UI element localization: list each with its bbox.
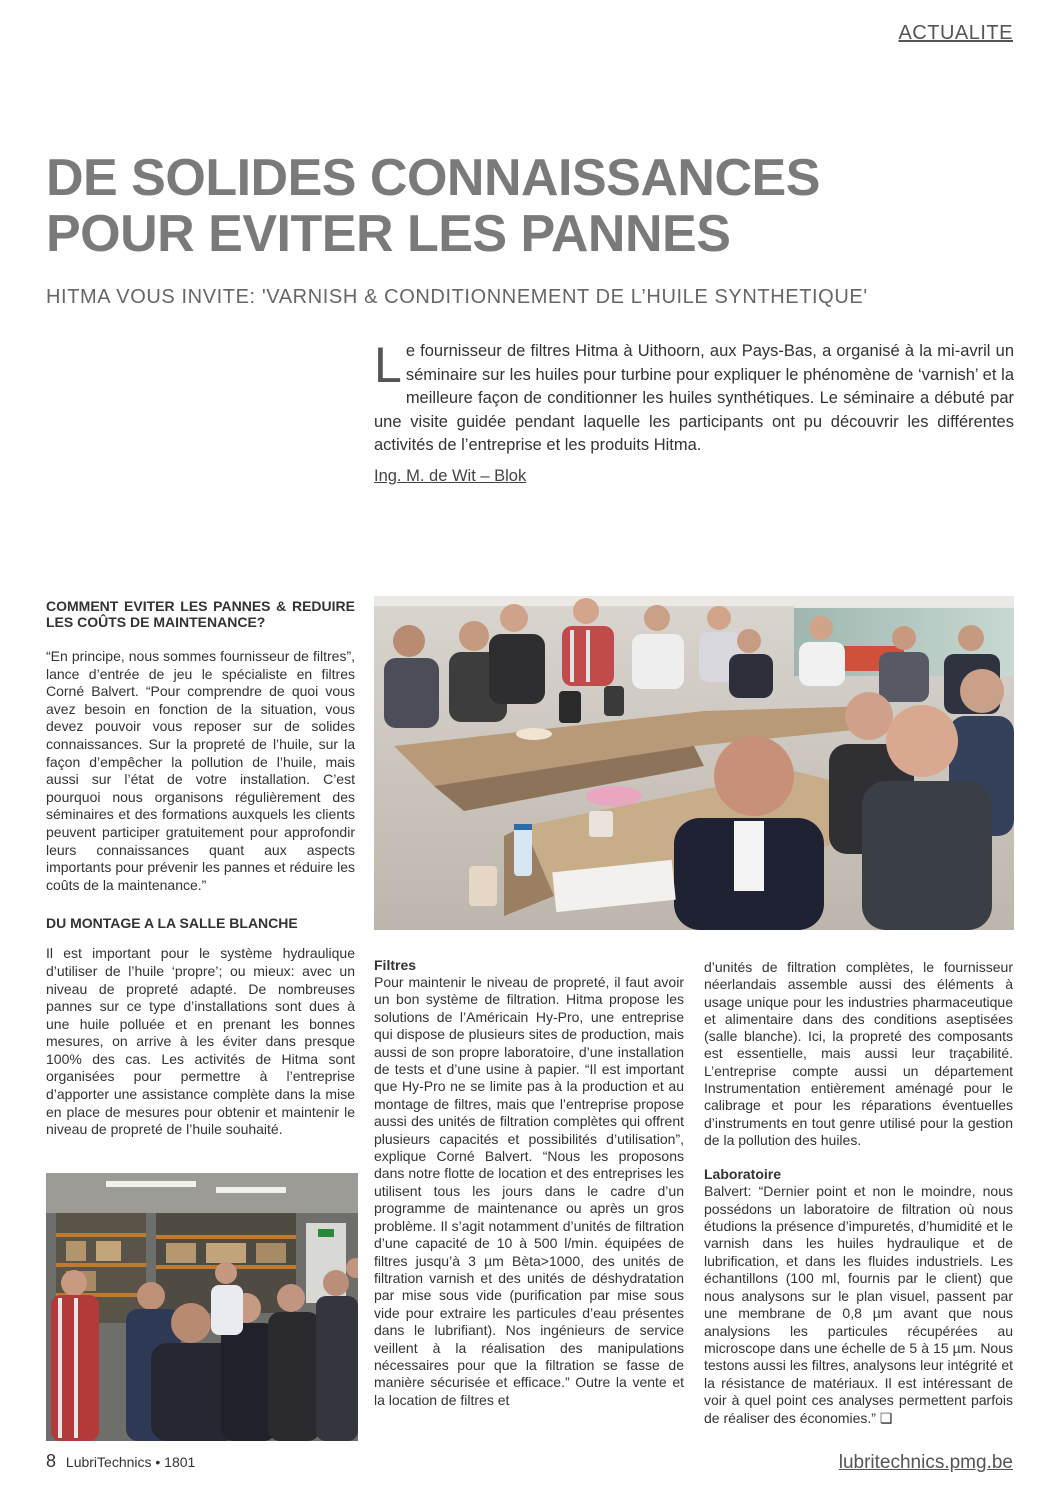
intro-text: e fournisseur de filtres Hitma à Uithoorn, aux Pays-Bas, a organisé à la mi-avril un séminaire sur les huiles pour turbine pour expliquer le phénomène de ‘varnish’ et la meilleure façon de conditionner les huiles synthétiques. Le séminaire a débuté par une visite guidée pendant laquelle les participants ont pu découvrir les différentes activités de l’entreprise et les produits Hitma. — [374, 342, 1014, 454]
section-heading-filtres: Filtres — [374, 957, 417, 973]
section-heading-montage: DU MONTAGE A LA SALLE BLANCHE — [46, 915, 298, 932]
paragraph-laboratoire: Balvert: “Dernier point et non le moindre, nous possédons un laboratoire de filtration où nous étudions la présence d’impuretés, d’humidité et le varnish dans les huiles hydraulique et de lubrification, et dans les fluides industriels. Les échantillons (100 ml, fournis par le client) que nous analysons sur le plan visuel, passent par une membrane de 0,8 µm avant que nous analysions les particules récupérées au microscope dans une échelle de 5 à 15 µm. Nous testons aussi les filtres, analysons leur intégrité et la résistance de matériaux. Il est intéressant de voir à quel point ces analyses permettent parfois de réaliser des économies.” ❑ — [704, 1183, 1013, 1426]
page-number: 8 — [46, 1451, 57, 1471]
column-right — [704, 959, 1013, 1427]
headline-line-1: DE SOLIDES CONNAISSANCES — [46, 149, 820, 207]
paragraph-montage: Il est important pour le système hydraulique d’utiliser de l’huile ‘propre’; ou mieux: avec un niveau de propreté adapté. De nombreuses pannes sur ce type d’installations sont dues à une huile polluée et en prenant les bonnes mesures, on arrive à les éviter dans presque 100% des cas. Les activités de Hitma sont organisées pour permettre à l’entreprise d’apporter une assistance complète dans la mise en place de mesures pour obtenir et maintenir le niveau de propreté de l’huile souhaité. — [46, 945, 355, 1138]
drop-cap: L — [374, 337, 402, 393]
section-heading-laboratoire: Laboratoire — [704, 1166, 782, 1183]
section-tag: ACTUALITE — [898, 22, 1013, 44]
warehouse-tour-photo — [46, 1173, 358, 1441]
seminar-meeting-photo — [374, 596, 1014, 930]
intro-paragraph — [374, 337, 1014, 458]
footer-issue — [46, 1451, 195, 1472]
subheadline: HITMA VOUS INVITE: 'VARNISH & CONDITIONNEMENT DE L’HUILE SYNTHETIQUE' — [46, 286, 868, 308]
column-left — [46, 598, 355, 1139]
website-link[interactable]: lubritechnics.pmg.be — [838, 1452, 1013, 1473]
paragraph-principe: “En principe, nous sommes fournisseur de filtres”, lance d’entrée de jeu le spécialiste en filtres Corné Balvert. “Pour comprendre de quoi vous avez besoin en fonction de la situation, vous devez pouvoir vous reposer sur de solides connaissances. Sur la propreté de l’huile, sur la façon d’empêcher la pollution de l’huile, mais aussi sur l’état de votre installation. C’est pourquoi nous organisons régulièrement des séminaires et des formations auxquels les clients peuvent participer gratuitement pour approfondir leurs connaissances quant aux aspects importants pour prévenir les pannes et réduire les coûts de la maintenance.” — [46, 648, 355, 893]
paragraph-unites: d’unités de filtration complètes, le fournisseur néerlandais assemble aussi des éléments à usage unique pour les industries pharmaceutique et alimentaire dans des conditions aseptisées (salle blanche). Ici, la propreté des composants est essentielle, mais aussi leur traçabilité. L’entreprise compte aussi un département Instrumentation entièrement aménagé pour le calibrage et pour les réparations éventuelles d’instruments en tout genre utilisé pour la gestion de la pollution des huiles. — [704, 959, 1013, 1148]
headline — [46, 150, 846, 262]
headline-line-2: POUR EVITER LES PANNES — [46, 205, 731, 263]
magazine-issue: LubriTechnics • 1801 — [65, 1454, 196, 1470]
paragraph-filtres: Pour maintenir le niveau de propreté, il faut avoir un bon système de filtration. Hitma propose les solutions de l’Américain Hy-Pro, une entreprise qui dispose de plusieurs sites de production, mais aussi de son propre laboratoire, d’une installation de tests et d’une usine à papier. “Il est important que Hy-Pro ne se limite pas à la production et au montage de filtres, mais que l’entreprise propose aussi des unités de filtration complètes qui offrent plusieurs capacités et possibilités d’utilisation”, explique Corné Balvert. “Nous les proposons dans notre flotte de location et des entreprises les utilisent tous les jours dans le cadre d’un programme de maintenance ou après un gros problème. Il s’agit notamment d’unités de filtration d’une capacité de 10 à 500 l/min. équipées de filtres jusqu’à 3 µm Bèta>1000, des unités de filtration varnish et des unités de déshydratation par mise sous vide (purification par mise sous vide pour extraire les particules d’eau présentes dans le lubrifiant). Nos ingénieurs de service veillent à la réalisation des manipulations nécessaires pour que la filtration se fasse de manière sécurisée et efficace.” Outre la vente et la location de filtres et — [374, 974, 684, 1408]
author-byline: Ing. M. de Wit – Blok — [374, 467, 527, 485]
column-middle — [374, 957, 684, 1409]
section-heading-pannes: COMMENT EVITER LES PANNES & REDUIRE LES COÛTS DE MAINTENANCE? — [46, 598, 355, 630]
